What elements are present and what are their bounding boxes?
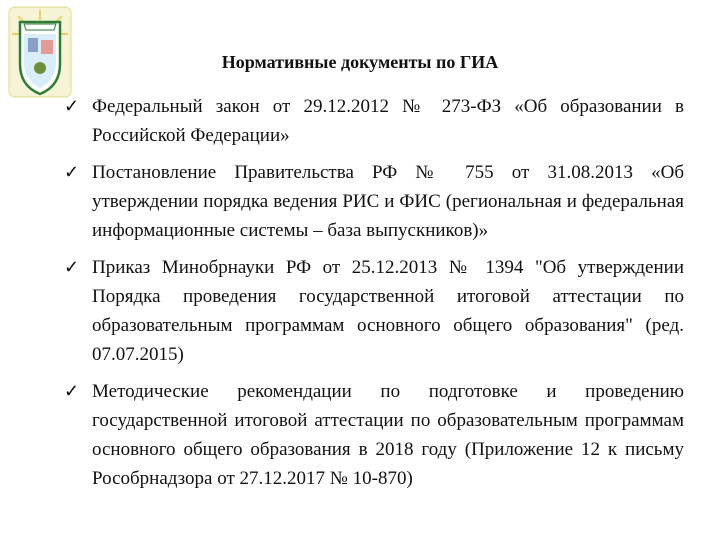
list-item <box>64 253 684 369</box>
page-title: Нормативные документы по ГИА <box>221 52 499 72</box>
checkmark-icon: ✓ <box>64 162 80 182</box>
documents-list <box>64 92 684 493</box>
list-item-text: Приказ Минобрнауки РФ от 25.12.2013 № 1394 "Об утверждении Порядка проведения государственной итоговой аттестации по образовательным программам основного общего образования" (ред. 07.07.2015) <box>92 257 684 365</box>
checkmark-icon: ✓ <box>64 96 80 116</box>
list-item-text: Федеральный закон от 29.12.2012 № 273-ФЗ «Об образовании в Российской Федерации» <box>92 96 684 146</box>
list-item <box>64 158 684 245</box>
checkmark-icon: ✓ <box>64 381 80 401</box>
list-item <box>64 92 684 150</box>
list-item <box>64 377 684 493</box>
list-item-text: Постановление Правительства РФ № 755 от 31.08.2013 «Об утверждении порядка ведения РИС и ФИС (региональная и федеральная информационные системы – база выпускников)» <box>92 162 684 241</box>
checkmark-icon: ✓ <box>64 257 80 277</box>
list-item-text: Методические рекомендации по подготовке и проведению государственной итоговой аттестации по образовательным программам основного общего образования в 2018 году (Приложение 12 к письму Рособрнадзора от 27.12.2017 № 10-870) <box>92 381 684 489</box>
